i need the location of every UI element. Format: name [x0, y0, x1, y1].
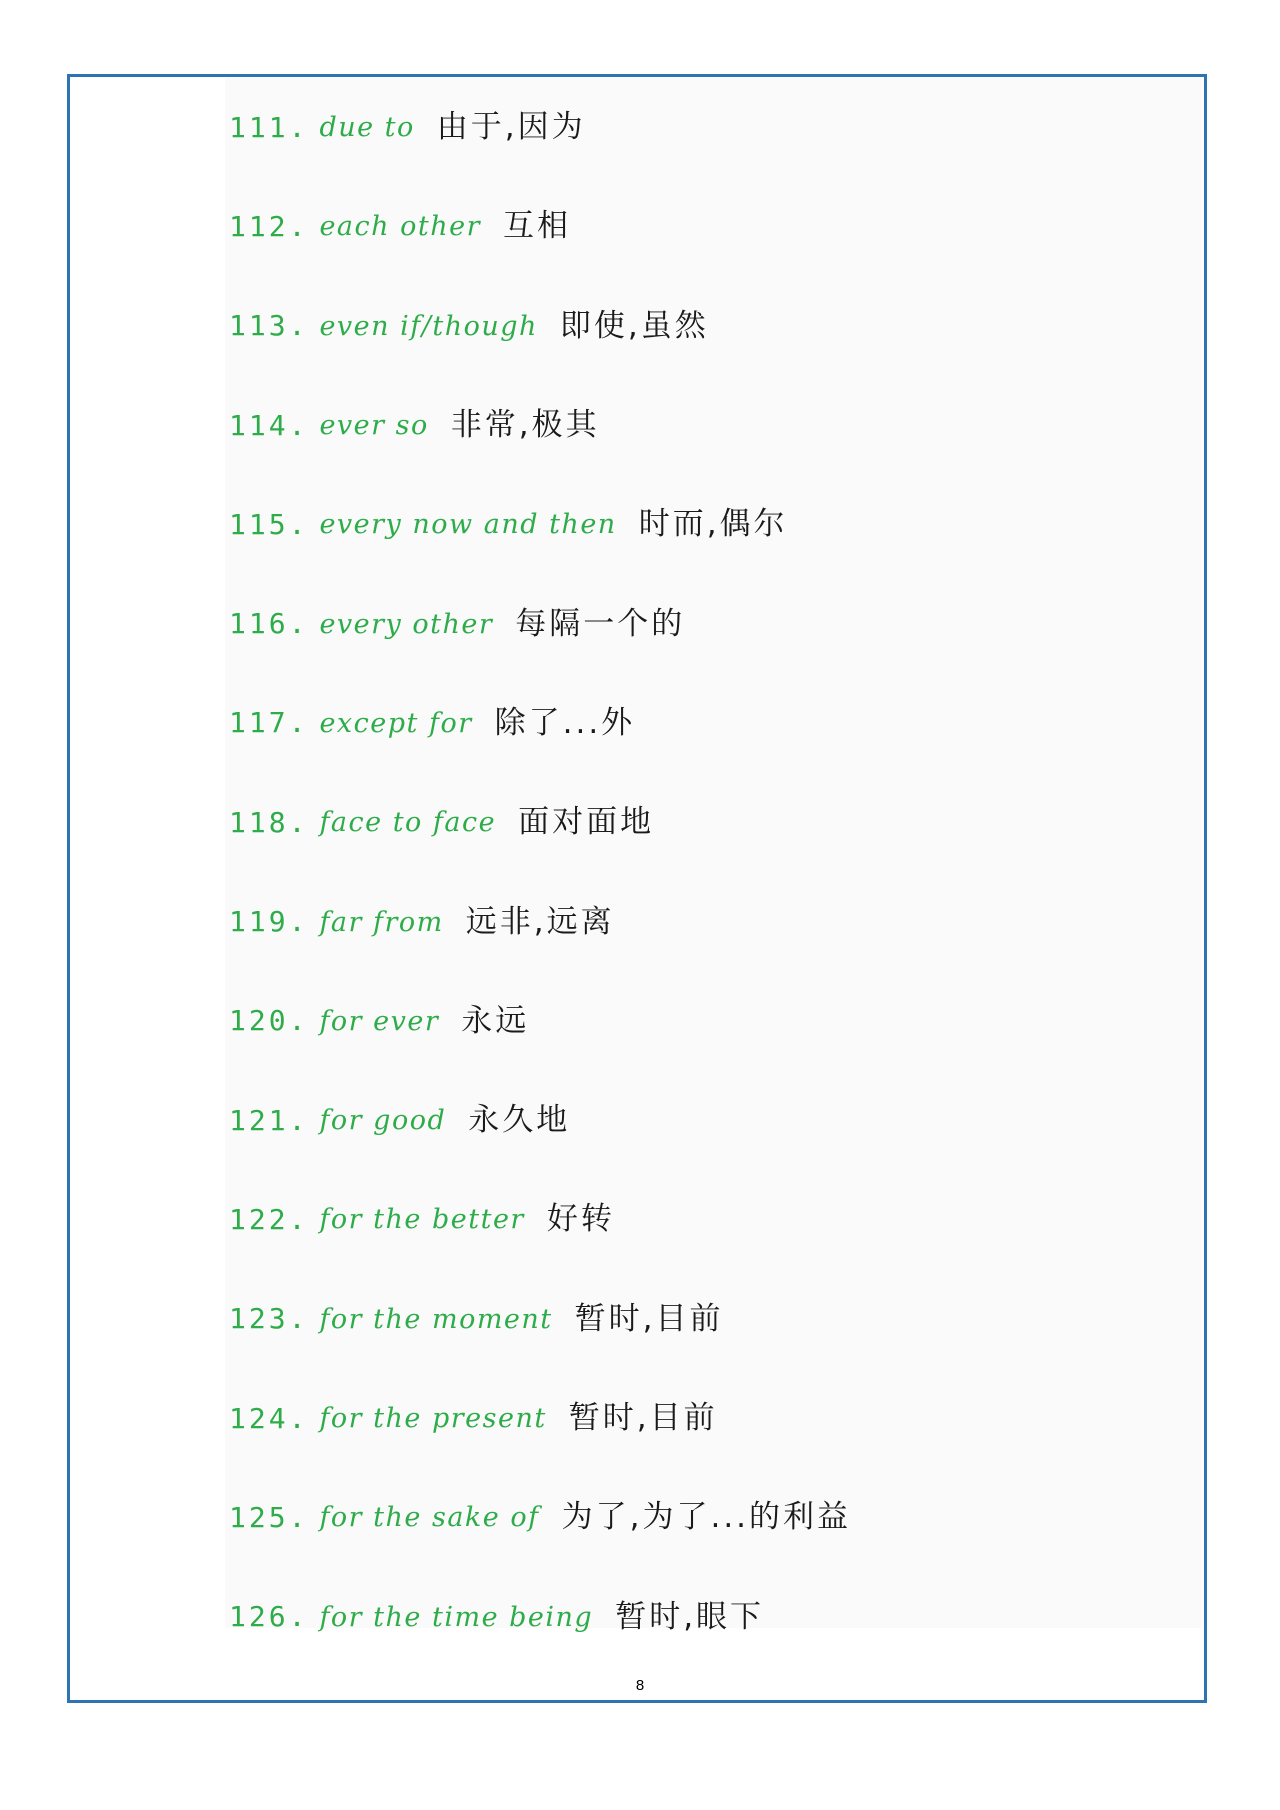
- list-item: [229, 1071, 851, 1170]
- entry-phrase: due to: [319, 112, 415, 144]
- entry-meaning: 为了,为了...的利益: [561, 1499, 852, 1536]
- entry-separator: .: [288, 1401, 306, 1435]
- entry-phrase: for the moment: [319, 1303, 553, 1335]
- entry-meaning: 非常,极其: [450, 407, 600, 444]
- entry-separator: .: [288, 1500, 306, 1534]
- entry-phrase: even if/though: [319, 310, 538, 342]
- list-item: [229, 1170, 851, 1269]
- entry-meaning: 永远: [461, 1002, 530, 1039]
- list-item: [229, 1369, 851, 1468]
- entry-phrase: except for: [319, 707, 473, 739]
- entry-phrase: for the sake of: [319, 1502, 540, 1534]
- entry-separator: .: [288, 706, 306, 740]
- entry-phrase: far from: [319, 906, 444, 938]
- entry-meaning: 暂时,目前: [574, 1300, 724, 1337]
- entry-number: 111: [229, 110, 289, 144]
- entry-phrase: every now and then: [319, 509, 617, 541]
- entry-meaning: 每隔一个的: [515, 605, 686, 642]
- entry-phrase: ever so: [319, 410, 429, 442]
- entry-number: 124: [229, 1401, 289, 1435]
- entry-meaning: 永久地: [468, 1102, 571, 1139]
- entry-phrase: every other: [319, 608, 494, 640]
- entry-separator: .: [288, 110, 306, 144]
- entry-meaning: 面对面地: [518, 804, 655, 841]
- list-item: [229, 78, 851, 177]
- list-item: [229, 872, 851, 971]
- list-item: [229, 1468, 851, 1567]
- list-item: [229, 1270, 851, 1369]
- entry-meaning: 即使,虽然: [559, 307, 709, 344]
- entry-number: 118: [229, 805, 289, 839]
- entry-phrase: for good: [319, 1105, 447, 1137]
- page-number: 8: [635, 1677, 645, 1694]
- entry-meaning: 暂时,眼下: [615, 1598, 765, 1635]
- entry-phrase: for the time being: [319, 1601, 594, 1633]
- phrase-list: [229, 78, 851, 1667]
- entry-meaning: 除了...外: [494, 704, 636, 741]
- entry-phrase: face to face: [319, 807, 497, 839]
- list-item: [229, 475, 851, 574]
- entry-separator: .: [288, 905, 306, 939]
- entry-separator: .: [288, 1202, 306, 1236]
- list-item: [229, 972, 851, 1071]
- entry-number: 112: [229, 209, 289, 243]
- entry-number: 113: [229, 309, 289, 343]
- list-item: [229, 376, 851, 475]
- entry-separator: .: [288, 1103, 306, 1137]
- entry-phrase: for ever: [319, 1005, 440, 1037]
- entry-number: 122: [229, 1202, 289, 1236]
- entry-meaning: 好转: [546, 1201, 615, 1238]
- entry-phrase: for the present: [319, 1403, 547, 1434]
- entry-number: 116: [229, 607, 289, 641]
- entry-separator: .: [288, 309, 306, 343]
- entry-meaning: 暂时,目前: [568, 1400, 718, 1436]
- entry-separator: .: [288, 1004, 306, 1038]
- entry-number: 115: [229, 507, 289, 541]
- list-item: [229, 773, 851, 872]
- entry-separator: .: [288, 607, 306, 641]
- entry-separator: .: [288, 408, 306, 442]
- entry-number: 117: [229, 706, 289, 740]
- entry-meaning: 远非,远离: [465, 903, 615, 940]
- entry-number: 121: [229, 1103, 289, 1137]
- entry-separator: .: [288, 805, 306, 839]
- entry-meaning: 互相: [503, 208, 571, 245]
- entry-separator: .: [288, 1302, 306, 1336]
- entry-separator: .: [288, 1600, 306, 1634]
- entry-number: 126: [229, 1600, 289, 1634]
- list-item: [229, 674, 851, 773]
- list-item: [229, 177, 851, 276]
- list-item: [229, 574, 851, 673]
- entry-number: 123: [229, 1302, 289, 1336]
- entry-number: 125: [229, 1500, 289, 1534]
- entry-meaning: 时而,偶尔: [638, 506, 788, 543]
- entry-number: 114: [229, 408, 289, 442]
- entry-separator: .: [288, 507, 306, 541]
- list-item: [229, 1567, 851, 1666]
- entry-separator: .: [288, 209, 306, 243]
- entry-phrase: each other: [319, 211, 481, 243]
- entry-number: 120: [229, 1004, 289, 1038]
- entry-meaning: 由于,因为: [436, 109, 586, 146]
- list-item: [229, 277, 851, 376]
- entry-phrase: for the better: [319, 1204, 525, 1236]
- entry-number: 119: [229, 905, 289, 939]
